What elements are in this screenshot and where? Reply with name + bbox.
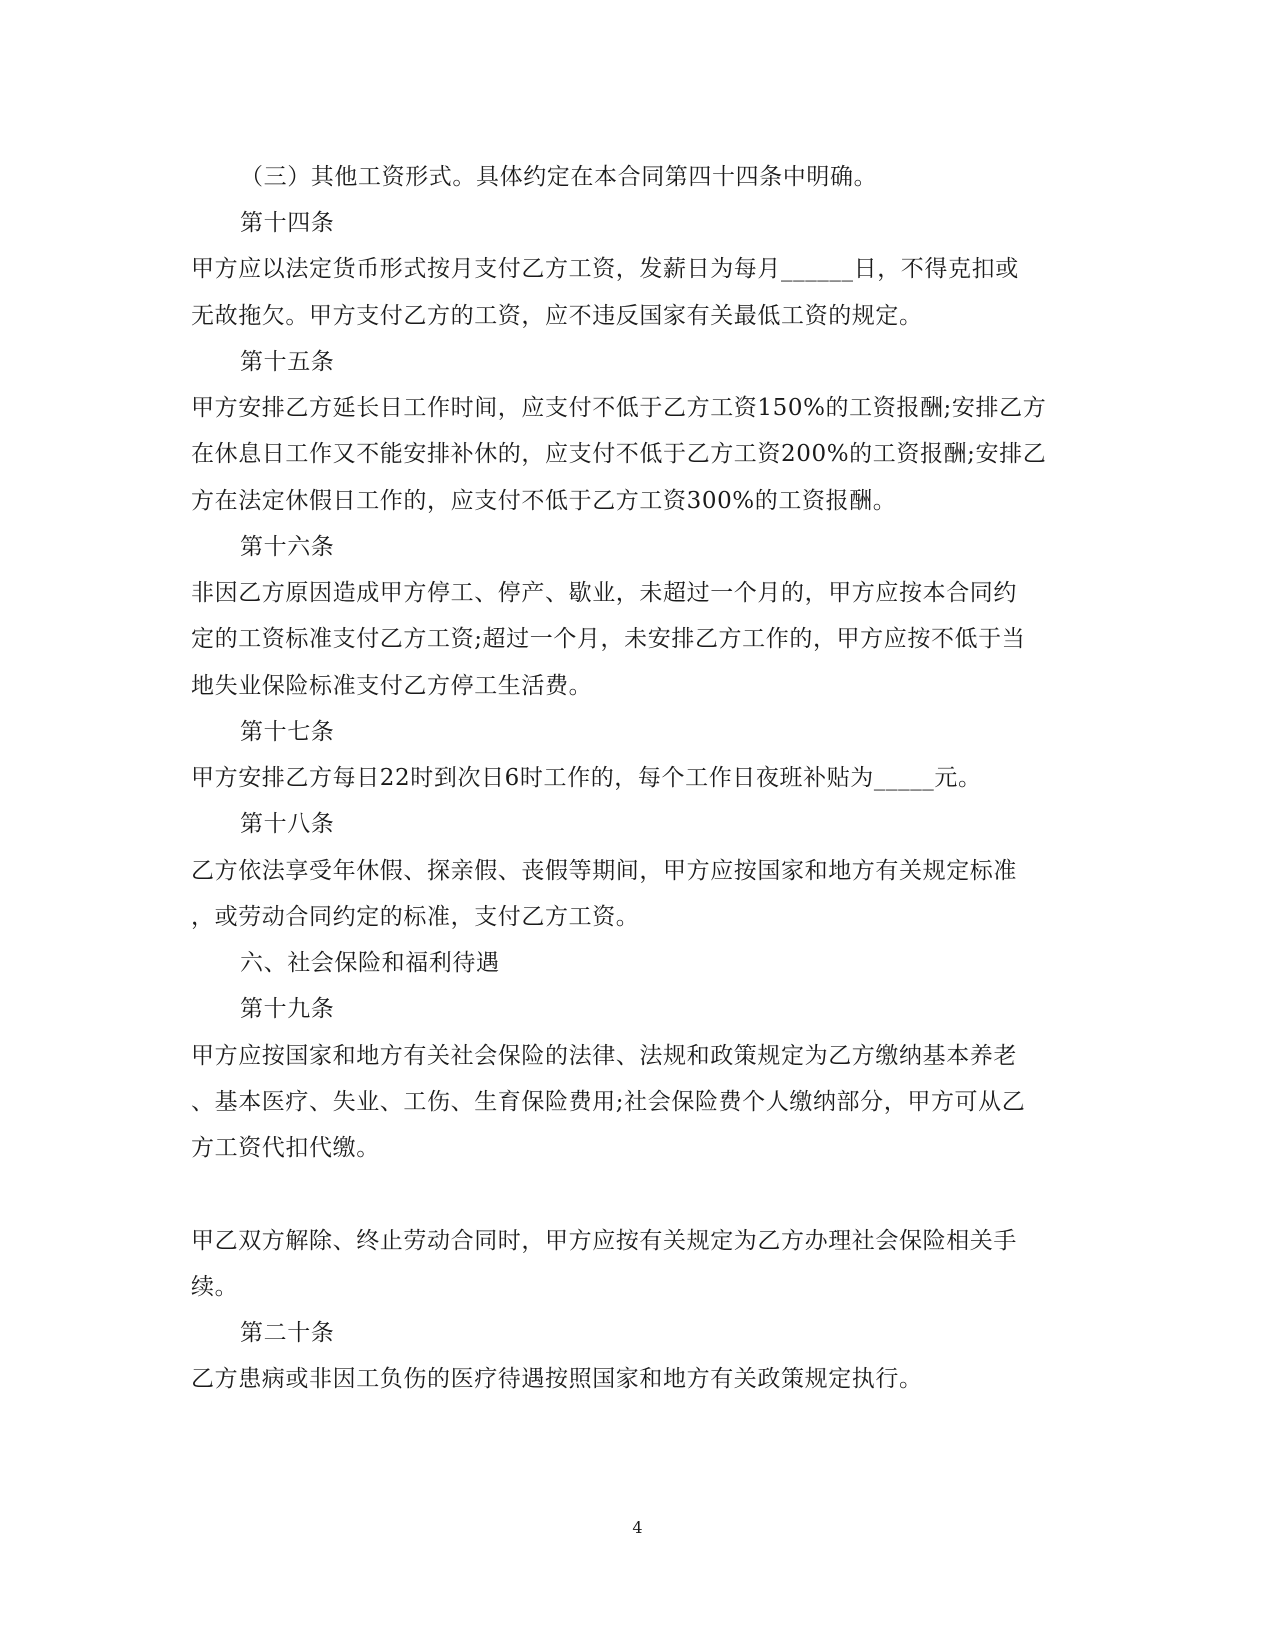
clause-text: （三）其他工资形式。具体约定在本合同第四十四条中明确。: [240, 164, 878, 190]
paragraph-line: 甲方应以法定货币形式按月支付乙方工资，发薪日为每月______日，不得克扣或: [191, 256, 1019, 282]
paragraph-line: 方工资代扣代缴。: [191, 1135, 380, 1161]
clause-heading: 第十九条: [240, 996, 335, 1022]
clause-heading: 第十六条: [240, 534, 335, 560]
paragraph-line: 甲方安排乙方每日22时到次日6时工作的，每个工作日夜班补贴为_____元。: [191, 765, 982, 791]
section-heading: 六、社会保险和福利待遇: [240, 950, 500, 976]
clause-heading: 第十四条: [240, 210, 335, 236]
paragraph-line: 在休息日工作又不能安排补休的，应支付不低于乙方工资200%的工资报酬;安排乙: [191, 441, 1047, 467]
paragraph-line: 、基本医疗、失业、工伤、生育保险费用;社会保险费个人缴纳部分，甲方可从乙: [191, 1089, 1026, 1115]
paragraph-line: 续。: [191, 1274, 239, 1300]
paragraph-line: 甲乙双方解除、终止劳动合同时，甲方应按有关规定为乙方办理社会保险相关手: [191, 1228, 1017, 1254]
clause-heading: 第十八条: [240, 811, 335, 837]
paragraph-line: ，或劳动合同约定的标准，支付乙方工资。: [191, 904, 640, 930]
clause-heading: 第十五条: [240, 349, 335, 375]
paragraph-line: 非因乙方原因造成甲方停工、停产、歇业，未超过一个月的，甲方应按本合同约: [191, 580, 1017, 606]
paragraph-line: 甲方应按国家和地方有关社会保险的法律、法规和政策规定为乙方缴纳基本养老: [191, 1043, 1017, 1069]
page-number: 4: [632, 1518, 643, 1537]
clause-heading: 第十七条: [240, 719, 335, 745]
paragraph-line: 甲方安排乙方延长日工作时间，应支付不低于乙方工资150%的工资报酬;安排乙方: [191, 395, 1047, 421]
clause-heading: 第二十条: [240, 1320, 335, 1346]
paragraph-line: 地失业保险标准支付乙方停工生活费。: [191, 673, 593, 699]
paragraph-line: 乙方患病或非因工负伤的医疗待遇按照国家和地方有关政策规定执行。: [191, 1366, 923, 1392]
paragraph-line: 定的工资标准支付乙方工资;超过一个月，未安排乙方工作的，甲方应按不低于当: [191, 626, 1026, 652]
paragraph-line: 无故拖欠。甲方支付乙方的工资，应不违反国家有关最低工资的规定。: [191, 303, 923, 329]
paragraph-line: 方在法定休假日工作的，应支付不低于乙方工资300%的工资报酬。: [191, 488, 897, 514]
paragraph-line: 乙方依法享受年休假、探亲假、丧假等期间，甲方应按国家和地方有关规定标准: [191, 858, 1017, 884]
